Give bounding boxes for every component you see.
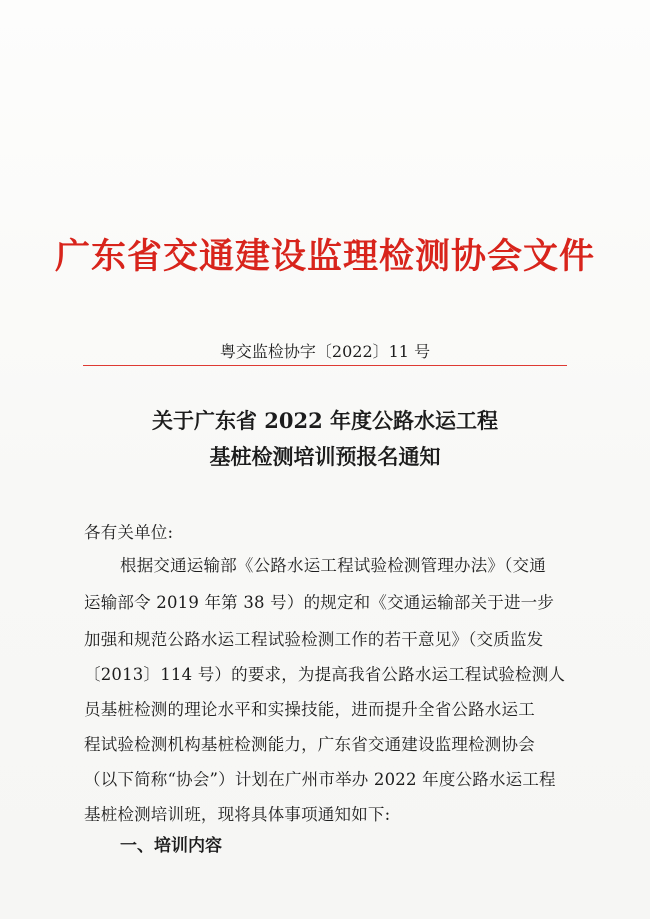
notice-title-line-1: 关于广东省 2022 年度公路水运工程	[151, 408, 499, 433]
section-heading: 一、培训内容	[120, 836, 222, 856]
salutation: 各有关单位:	[84, 523, 174, 542]
body-paragraph-line: 加强和规范公路水运工程试验检测工作的若干意见》（交质监发	[84, 630, 544, 649]
body-paragraph-line: 员基桩检测的理论水平和实操技能，进而提升全省公路水运工	[84, 700, 535, 719]
document-header-title: 广东省交通建设监理检测协会文件	[54, 237, 595, 277]
header-divider	[83, 365, 567, 366]
body-paragraph-line: 〔2013〕114 号）的要求，为提高我省公路水运工程试验检测人	[84, 665, 566, 684]
notice-title-line-2: 基桩检测培训预报名通知	[209, 444, 441, 469]
body-paragraph-line: 根据交通运输部《公路水运工程试验检测管理办法》（交通	[120, 556, 546, 575]
body-paragraph-line: 程试验检测机构基桩检测能力，广东省交通建设监理检测协会	[84, 735, 535, 754]
document-number: 粤交监检协字〔2022〕11 号	[219, 342, 431, 361]
body-paragraph-line: （以下简称“协会”）计划在广州市举办 2022 年度公路水运工程	[84, 770, 556, 789]
body-paragraph-line: 运输部令 2019 年第 38 号）的规定和《交通运输部关于进一步	[84, 593, 555, 612]
body-paragraph-line: 基桩检测培训班，现将具体事项通知如下:	[84, 805, 391, 824]
